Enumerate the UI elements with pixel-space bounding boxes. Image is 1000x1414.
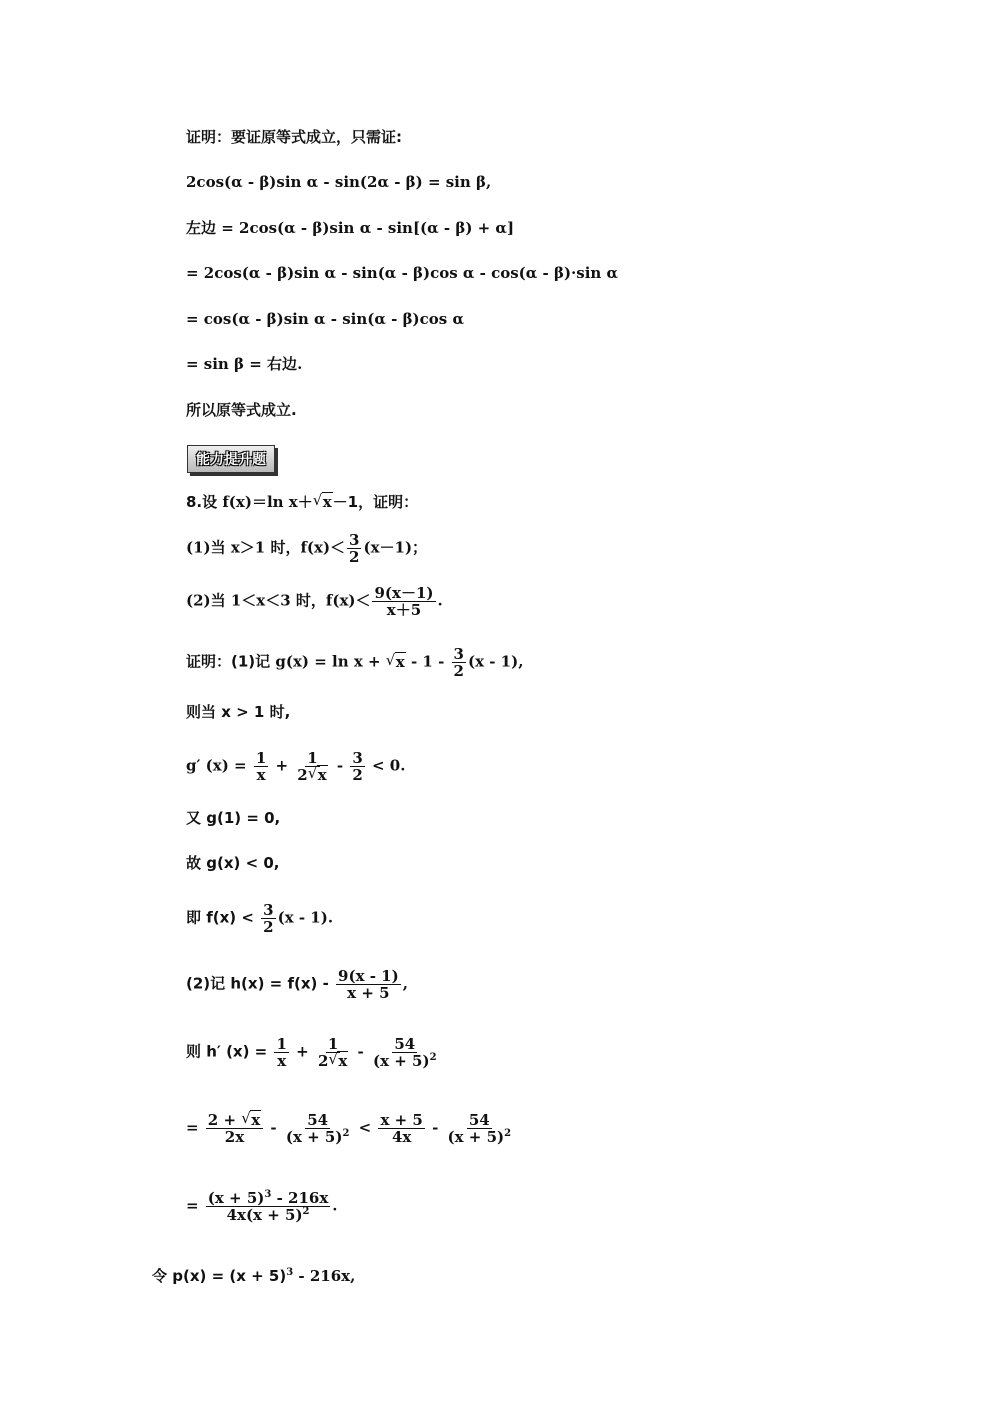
fraction xyxy=(372,585,435,618)
conclusion-tail: (x - 1). xyxy=(277,908,334,927)
fraction-denominator: 2 xyxy=(349,548,360,566)
problem-number: 8.设 xyxy=(186,493,223,511)
fraction-numerator: 1 xyxy=(327,1035,339,1053)
fraction xyxy=(254,750,268,783)
fraction-numerator: 9(x－1) xyxy=(374,584,434,602)
fraction xyxy=(284,1112,352,1145)
math-line-right-side xyxy=(186,354,302,374)
sqrt-symbol xyxy=(386,652,406,672)
fraction-denominator: x + 5 xyxy=(347,984,390,1002)
proof-step-define-h xyxy=(186,968,408,1001)
proof-step-condition: 则当 x > 1 时, xyxy=(186,703,291,721)
coefficient: 2 xyxy=(317,1052,329,1070)
conclusion-line: 所以原等式成立. xyxy=(186,401,297,419)
proof-step-g1: 又 g(1) = 0, xyxy=(186,809,281,827)
math-line-simplify: = cos(α - β)sin α - sin(α - β)cos α xyxy=(186,310,464,328)
minus-sign: - xyxy=(265,1118,282,1137)
sqrt-radicand: x xyxy=(251,1111,261,1129)
problem-intro xyxy=(186,492,418,512)
fraction-denominator: 2 xyxy=(263,918,274,936)
fraction xyxy=(261,902,275,935)
section-badge: 能力提升题 xyxy=(187,445,275,473)
period: . xyxy=(332,1196,338,1215)
g-tail: (x - 1), xyxy=(467,652,524,671)
right-side-label: 右边 xyxy=(267,355,298,373)
fraction xyxy=(336,968,401,1001)
fraction-numerator: 1 xyxy=(307,749,318,767)
fraction-numerator: 9(x - 1) xyxy=(338,967,399,985)
p-definition: 令 p(x) = (x + 5) xyxy=(152,1267,287,1285)
fraction-numerator: 3 xyxy=(263,901,274,919)
sqrt-radicand: x xyxy=(317,766,327,784)
problem-intro-tail: －1，证明： xyxy=(332,493,419,511)
fraction-numerator: 54 xyxy=(394,1035,416,1053)
fraction-numerator: 54 xyxy=(468,1111,490,1129)
math-line-left-side xyxy=(186,218,514,238)
numerator-tail: - 216x xyxy=(271,1189,329,1207)
fraction-numerator xyxy=(206,1112,263,1129)
exponent: 3 xyxy=(264,1189,272,1200)
conclusion-lead: 即 f(x) < xyxy=(186,908,260,927)
exponent: 2 xyxy=(302,1206,310,1217)
fraction xyxy=(371,1036,439,1069)
denominator-base: (x + 5) xyxy=(373,1052,430,1070)
fraction-numerator: 3 xyxy=(352,749,363,767)
sqrt-radicand: x xyxy=(338,1052,348,1070)
fraction xyxy=(350,750,364,783)
fraction-denominator: x xyxy=(256,766,266,784)
fraction xyxy=(347,532,361,565)
fraction-denominator xyxy=(446,1129,514,1145)
sqrt-radicand: x xyxy=(322,493,332,511)
comma: , xyxy=(402,974,408,993)
numerator-lead: 2 + xyxy=(207,1111,242,1129)
proof-step-define-p xyxy=(152,1266,355,1286)
fraction xyxy=(274,1036,288,1069)
part2-lead: (2)当 1＜x＜3 时，f(x)＜ xyxy=(186,591,371,610)
sqrt-radicand: x xyxy=(395,652,405,671)
numerator-base: (x + 5) xyxy=(207,1189,265,1207)
fraction-denominator: 2 xyxy=(352,766,363,784)
fraction-denominator: x＋5 xyxy=(386,601,422,619)
period: . xyxy=(297,355,303,373)
coefficient: 2 xyxy=(297,766,308,784)
sqrt-symbol xyxy=(313,492,333,512)
less-than-sign: < xyxy=(353,1118,377,1137)
fraction-denominator xyxy=(316,1053,350,1069)
derivative-lead: g′ (x) = xyxy=(186,756,252,775)
denominator-base: (x + 5) xyxy=(447,1128,505,1146)
h-definition: (2)记 h(x) = f(x) - xyxy=(186,974,335,993)
math-line-expand: = 2cos(α - β)sin α - sin(α - β)cos α - cos(α - β)·sin α xyxy=(186,264,619,282)
fraction-numerator: 3 xyxy=(349,531,360,549)
fraction-numerator: 3 xyxy=(453,645,464,663)
part1-tail: (x－1)； xyxy=(363,538,428,557)
inequality-tail: < 0. xyxy=(366,756,406,775)
g-minus: - 1 - xyxy=(405,652,450,671)
minus-sign: - xyxy=(331,756,349,775)
fraction-numerator: 1 xyxy=(255,749,267,767)
step-lead: 证明：(1)记 xyxy=(186,652,276,671)
math-line-target-identity: 2cos(α - β)sin α - sin(2α - β) = sin β, xyxy=(186,173,492,191)
fraction-denominator: 2 xyxy=(453,662,464,680)
fraction-denominator xyxy=(371,1053,439,1069)
equals-sign: = xyxy=(186,1118,204,1137)
fraction-denominator: 2x xyxy=(224,1128,245,1146)
proof-heading-line: 证明：要证原等式成立，只需证: xyxy=(186,128,403,146)
fraction xyxy=(446,1112,514,1145)
exponent: 2 xyxy=(429,1052,437,1063)
problem-part-1 xyxy=(186,532,427,565)
sqrt-symbol xyxy=(328,1053,348,1069)
problem-function: f(x)＝ln x＋ xyxy=(222,493,313,511)
minus-sign: - xyxy=(426,1118,444,1137)
fraction-denominator: x xyxy=(277,1052,287,1070)
fraction xyxy=(206,1112,263,1145)
left-side-label: 左边 xyxy=(186,219,217,237)
denominator-base: (x + 5) xyxy=(285,1128,343,1146)
exponent: 2 xyxy=(504,1128,512,1139)
fraction-numerator: 54 xyxy=(307,1111,329,1129)
right-side-expression: = sin β = xyxy=(186,355,268,373)
equals-sign: = xyxy=(186,1196,204,1215)
problem-part-2 xyxy=(186,585,443,618)
minus-sign: - xyxy=(352,1042,369,1061)
fraction-denominator xyxy=(295,767,329,783)
left-side-expression: = 2cos(α - β)sin α - sin[(α - β) + α] xyxy=(216,219,515,237)
proof-step-g-negative: 故 g(x) < 0, xyxy=(186,854,280,872)
g-definition: g(x) = ln x + xyxy=(275,652,386,671)
exponent: 2 xyxy=(342,1128,350,1139)
proof-step-combined-fraction xyxy=(186,1190,338,1223)
fraction xyxy=(316,1036,350,1069)
proof-step-conclusion-1 xyxy=(186,902,333,935)
proof-step-derivative-h xyxy=(186,1036,441,1069)
sqrt-symbol xyxy=(308,767,328,783)
part1-lead: (1)当 x＞1 时，f(x)＜ xyxy=(186,538,346,557)
proof-step-estimate xyxy=(186,1112,515,1145)
fraction xyxy=(295,750,329,783)
fraction-denominator xyxy=(225,1207,312,1223)
fraction-denominator xyxy=(284,1129,352,1145)
fraction-numerator: 1 xyxy=(276,1035,287,1053)
fraction xyxy=(452,646,466,679)
fraction-numerator xyxy=(206,1190,331,1207)
fraction-numerator: x + 5 xyxy=(380,1111,423,1129)
part2-tail: . xyxy=(437,591,443,610)
plus-sign: + xyxy=(290,1042,314,1061)
derivative-lead: 则 h′ (x) = xyxy=(186,1042,273,1061)
denominator-base: 4x(x + 5) xyxy=(226,1206,303,1224)
proof-step-derivative-g xyxy=(186,750,405,783)
fraction-denominator: 4x xyxy=(391,1128,412,1146)
exponent: 3 xyxy=(286,1267,294,1278)
p-tail: - 216x, xyxy=(293,1267,356,1285)
fraction xyxy=(378,1112,424,1145)
plus-sign: + xyxy=(270,756,294,775)
proof-step-define-g xyxy=(186,646,523,679)
fraction xyxy=(206,1190,331,1223)
sqrt-symbol xyxy=(241,1112,261,1128)
